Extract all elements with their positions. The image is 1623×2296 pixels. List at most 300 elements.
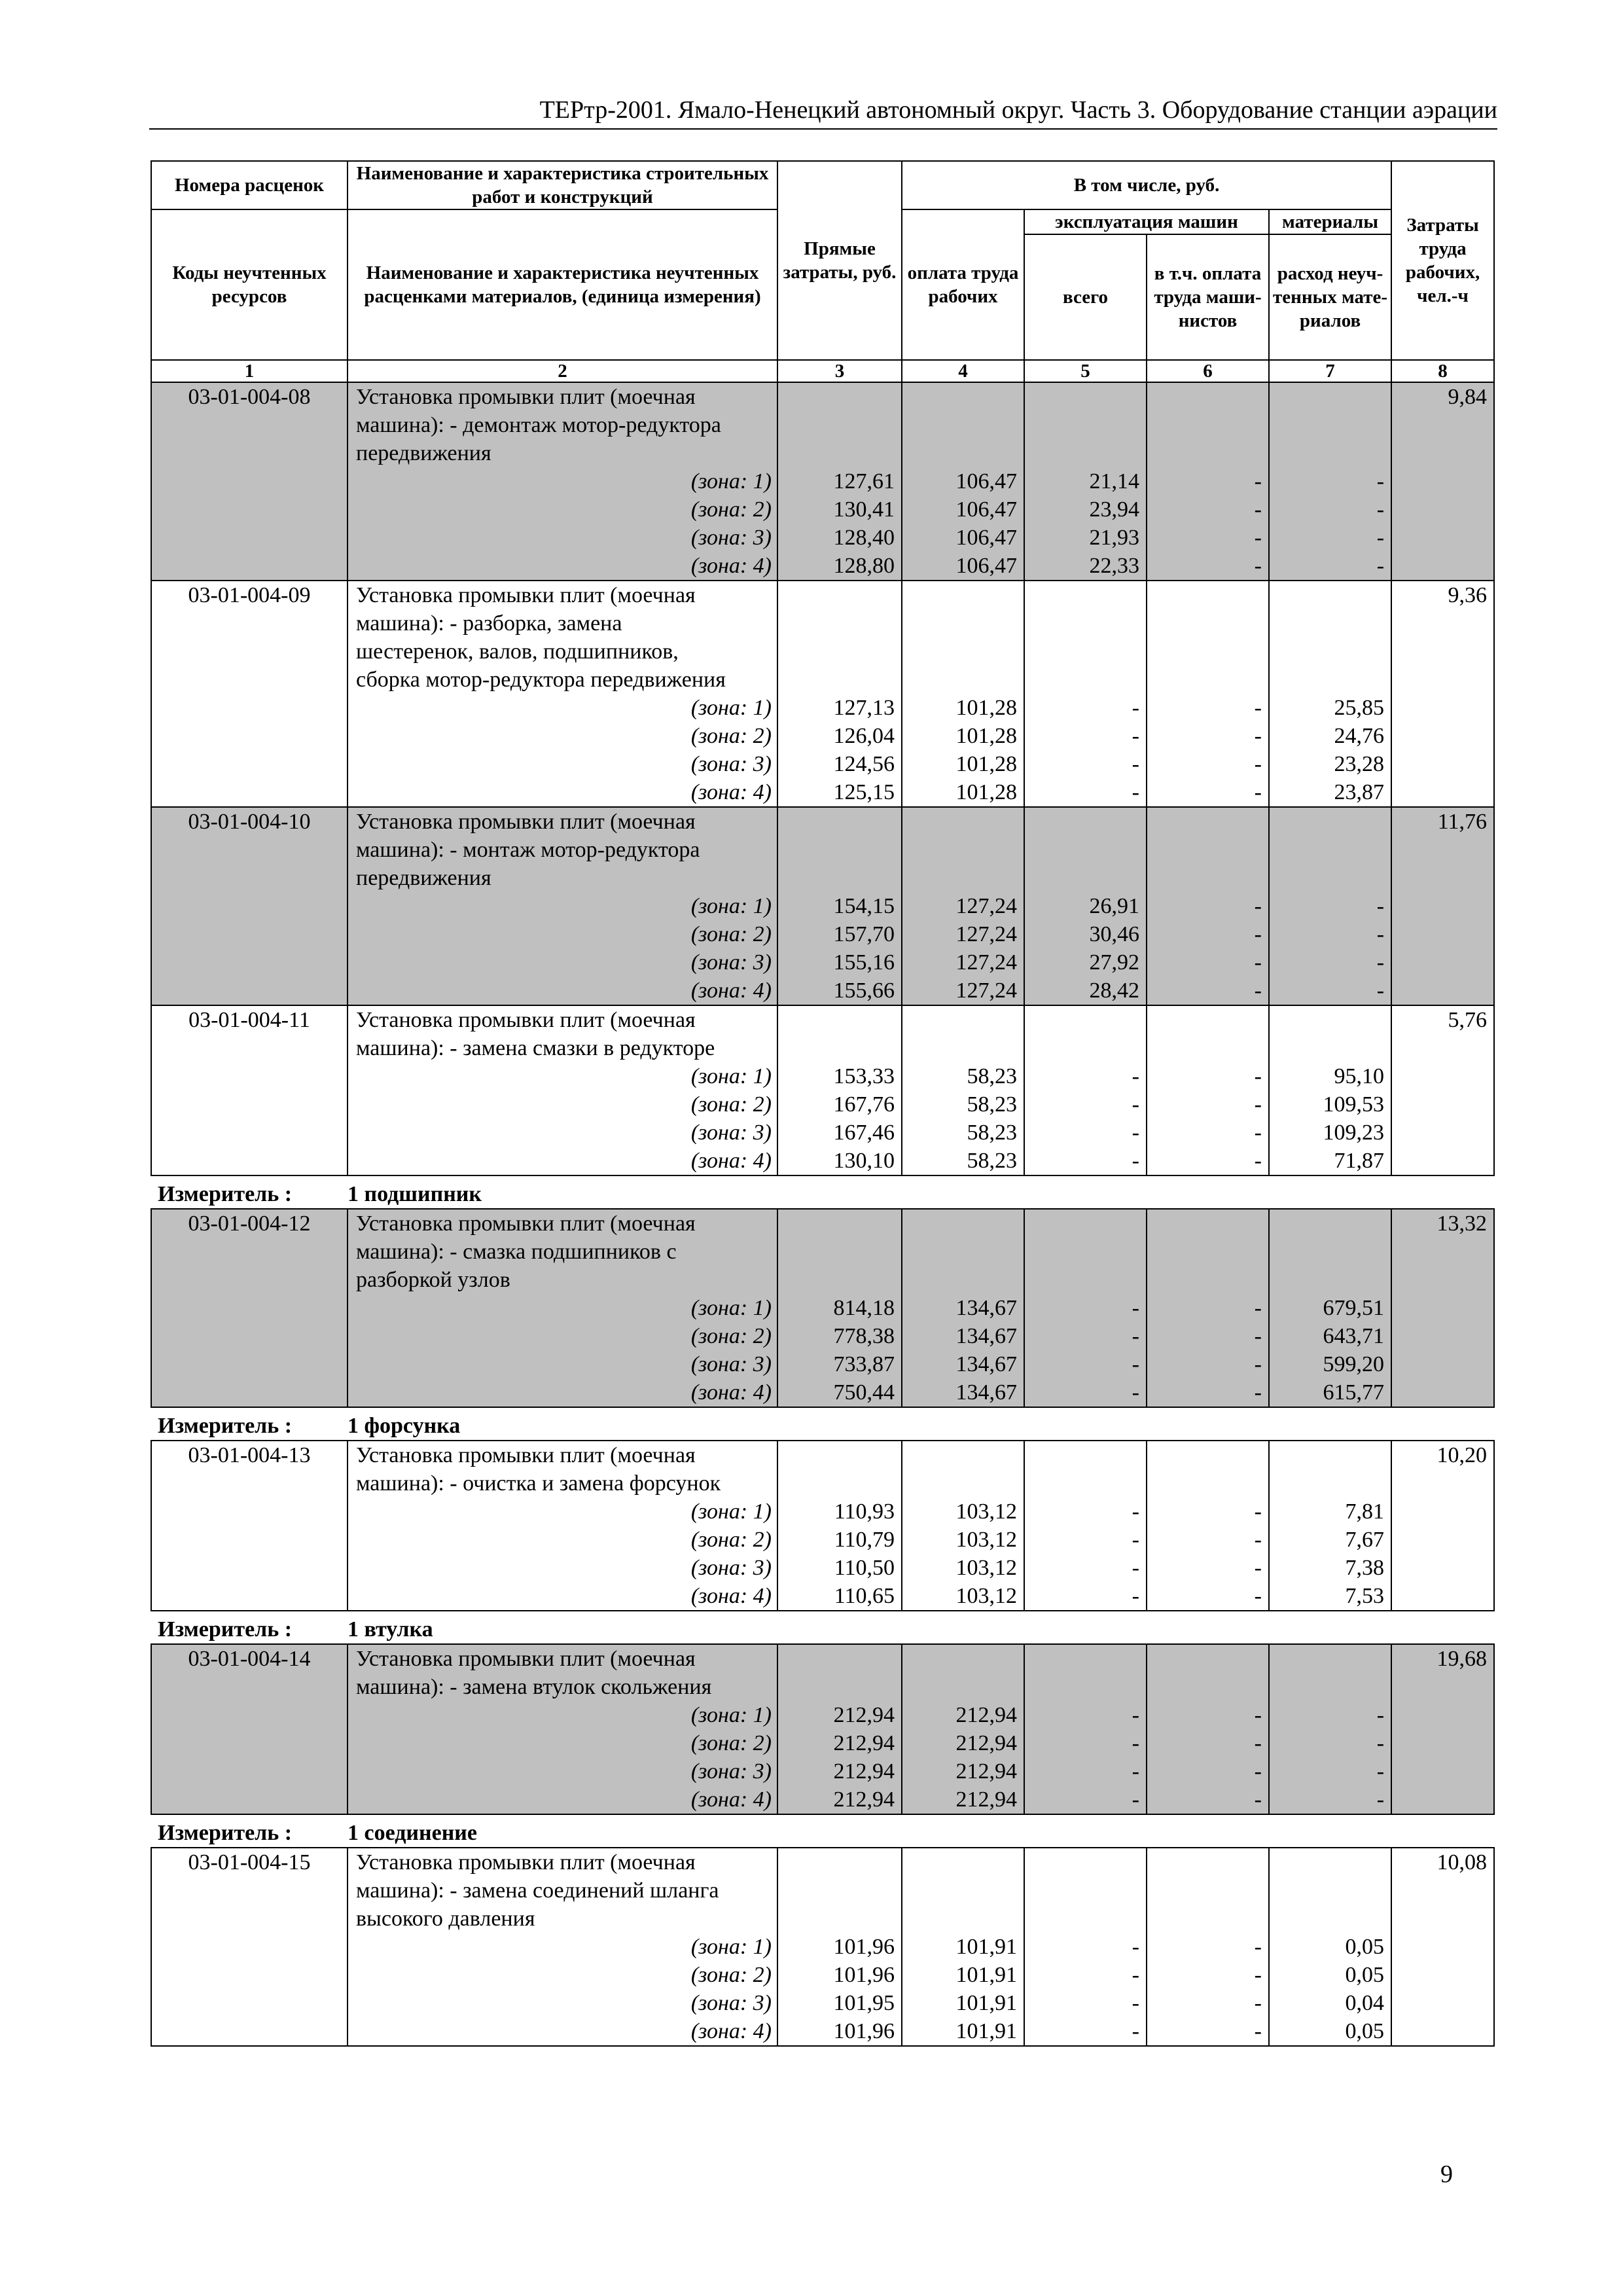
worker-pay-cells [902,1848,1024,2046]
worker-pay-cell: 106,47 [955,526,1017,550]
machinist-pay-cells [1147,382,1269,581]
header-rule [149,128,1497,130]
zone-label: (зона: 4) [690,780,772,804]
spacer [1025,1006,1146,1034]
rate-name-line: Установка промывки плит (моечная [356,385,696,409]
header-direct-costs: Прямые затраты, руб. [777,161,902,360]
machinist-pay-cells [1147,1209,1269,1407]
spacer [1270,637,1391,666]
labor-costs: 11,76 [1391,807,1494,1005]
measure-unit-row [151,1814,1494,1848]
worker-pay-cell: 101,91 [955,1991,1017,2015]
materials-cell: 7,81 [1345,1499,1385,1524]
machinist-pay-cell: - [1254,1528,1262,1552]
zone-label: (зона: 2) [690,1963,772,1987]
direct-cost-cell: 127,61 [833,469,895,493]
direct-cost-cell: 212,94 [833,1703,895,1727]
spacer [902,1441,1024,1469]
rate-code: 03-01-004-08 [151,382,348,581]
spacer [1147,1266,1268,1294]
materials-cell: 615,77 [1323,1380,1385,1405]
machinist-pay-cell: - [1254,1584,1262,1608]
machine-cost-cell: 27,92 [1089,950,1139,975]
rate-code: 03-01-004-11 [151,1005,348,1175]
zone-label: (зона: 3) [690,1121,772,1145]
materials-cell: 7,53 [1345,1584,1385,1608]
machine-cost-cell: - [1132,1703,1139,1727]
materials-cell: 0,05 [1345,1935,1385,1959]
spacer [1025,609,1146,637]
materials-cell: - [1376,1703,1385,1727]
spacer [902,1848,1024,1876]
direct-cost-cells [777,1005,902,1175]
materials-cell: - [1376,554,1385,578]
machine-cost-cells [1024,581,1147,807]
spacer [778,1848,901,1876]
worker-pay-cells [902,1441,1024,1611]
rate-name-line: машина): - замена смазки в редукторе [356,1036,715,1060]
spacer [778,1034,901,1062]
spacer [1147,1210,1268,1238]
measure-unit-row [151,1407,1494,1441]
measure-unit-row [151,1175,1494,1209]
spacer [902,1210,1024,1238]
direct-cost-cell: 127,13 [833,696,895,720]
direct-cost-cells [777,1644,902,1814]
machine-cost-cell: - [1132,1296,1139,1320]
worker-pay-cell: 106,47 [955,469,1017,493]
machine-cost-cell: 30,46 [1089,922,1139,946]
spacer [902,1673,1024,1701]
materials-cell: - [1376,1787,1385,1812]
spacer [1025,1210,1146,1238]
zone-label: (зона: 3) [690,1759,772,1784]
worker-pay-cell: 101,28 [955,696,1017,720]
header-machinist-pay: в т.ч. оплата труда маши-нистов [1147,234,1269,360]
measure-unit-value: 1 втулка [348,1611,1494,1644]
spacer [902,808,1024,836]
rate-name-line: передвижения [356,441,491,465]
machinist-pay-cells [1147,1005,1269,1175]
materials-cell: - [1376,978,1385,1003]
spacer [1147,637,1268,666]
direct-cost-cell: 155,16 [833,950,895,975]
spacer [902,609,1024,637]
machinist-pay-cell: - [1254,922,1262,946]
spacer [1025,836,1146,864]
spacer [1025,1848,1146,1876]
header-machine-ops: эксплуатация машин [1024,209,1269,234]
worker-pay-cell: 134,67 [955,1324,1017,1348]
machinist-pay-cell: - [1254,1064,1262,1088]
materials-cell: 95,10 [1334,1064,1385,1088]
worker-pay-cell: 101,91 [955,1935,1017,1959]
machinist-pay-cell: - [1254,894,1262,918]
direct-cost-cell: 110,65 [834,1584,895,1608]
rate-name-line: машина): - очистка и замена форсунок [356,1471,721,1496]
machinist-pay-cell: - [1254,696,1262,720]
spacer [1147,609,1268,637]
machinist-pay-cell: - [1254,1121,1262,1145]
measure-unit-value: 1 соединение [348,1814,1494,1848]
rate-name-line: Установка промывки плит (моечная [356,810,696,834]
spacer [778,581,901,609]
machinist-pay-cell: - [1254,950,1262,975]
spacer [902,1006,1024,1034]
measure-unit-label: Измеритель : [151,1814,348,1848]
machine-cost-cell: - [1132,1528,1139,1552]
materials-cells [1269,382,1391,581]
rate-name-line: разборкой узлов [356,1268,510,1292]
machinist-pay-cells [1147,1644,1269,1814]
worker-pay-cell: 127,24 [955,922,1017,946]
rate-name-line: машина): - монтаж мотор-редуктора [356,838,700,862]
materials-cell: 25,85 [1334,696,1385,720]
machine-cost-cell: - [1132,752,1139,776]
machine-cost-cell: - [1132,1092,1139,1117]
spacer [1147,439,1268,467]
direct-cost-cell: 157,70 [833,922,895,946]
worker-pay-cell: 103,12 [955,1584,1017,1608]
machinist-pay-cell: - [1254,526,1262,550]
spacer [1147,1876,1268,1905]
spacer [778,666,901,694]
header-labor-costs: Затраты труда рабочих, чел.-ч [1391,161,1494,360]
materials-cell: - [1376,497,1385,522]
direct-cost-cell: 167,76 [833,1092,895,1117]
spacer [1147,1441,1268,1469]
machine-cost-cell: 21,14 [1089,469,1139,493]
materials-cell: - [1376,922,1385,946]
spacer [1270,1673,1391,1701]
spacer [1270,666,1391,694]
materials-cell: - [1376,894,1385,918]
materials-cell: 71,87 [1334,1149,1385,1173]
machinist-pay-cell: - [1254,1296,1262,1320]
header-materials: материалы [1269,209,1391,234]
direct-cost-cell: 130,10 [833,1149,895,1173]
worker-pay-cells [902,1209,1024,1407]
spacer [902,1266,1024,1294]
direct-cost-cells [777,1209,902,1407]
rate-name-line: машина): - демонтаж мотор-редуктора [356,413,721,437]
worker-pay-cell: 212,94 [955,1787,1017,1812]
labor-costs: 5,76 [1391,1005,1494,1175]
spacer [1270,1441,1391,1469]
spacer [1147,864,1268,892]
spacer [778,864,901,892]
spacer [778,609,901,637]
materials-cells [1269,1005,1391,1175]
zone-label: (зона: 1) [690,1064,772,1088]
worker-pay-cell: 212,94 [955,1759,1017,1784]
direct-cost-cells [777,382,902,581]
spacer [902,1469,1024,1498]
machine-cost-cell: - [1132,1787,1139,1812]
worker-pay-cell: 127,24 [955,950,1017,975]
rate-name-line: Установка промывки плит (моечная [356,1850,696,1874]
spacer [778,1441,901,1469]
worker-pay-cell: 106,47 [955,497,1017,522]
rate-name-line: Установка промывки плит (моечная [356,1211,696,1236]
rate-code: 03-01-004-09 [151,581,348,807]
spacer [902,581,1024,609]
direct-cost-cell: 110,50 [834,1556,895,1580]
column-number: 8 [1391,360,1494,382]
rate-code: 03-01-004-14 [151,1644,348,1814]
machine-cost-cells [1024,1644,1147,1814]
materials-cell: - [1376,1759,1385,1784]
zone-label: (зона: 4) [690,554,772,578]
worker-pay-cell: 101,91 [955,1963,1017,1987]
spacer [902,1645,1024,1673]
materials-cells [1269,1441,1391,1611]
labor-costs: 10,20 [1391,1441,1494,1611]
spacer [1147,1848,1268,1876]
rate-row [151,581,1494,807]
zone-label: (зона: 4) [690,2019,772,2043]
rate-name-line: сборка мотор-редуктора передвижения [356,668,726,692]
spacer [1270,1238,1391,1266]
materials-cells [1269,807,1391,1005]
spacer [778,411,901,439]
spacer [902,1034,1024,1062]
spacer [1147,383,1268,411]
machine-cost-cell: - [1132,1121,1139,1145]
worker-pay-cell: 103,12 [955,1556,1017,1580]
spacer [1147,1469,1268,1498]
worker-pay-cell: 58,23 [967,1092,1017,1117]
spacer [1270,1210,1391,1238]
spacer [902,1238,1024,1266]
worker-pay-cell: 101,28 [955,724,1017,748]
spacer [902,666,1024,694]
column-number: 4 [902,360,1024,382]
worker-pay-cell: 127,24 [955,978,1017,1003]
zone-label: (зона: 1) [690,1703,772,1727]
header-worker-pay: оплата труда рабочих [902,209,1024,360]
spacer [1025,1441,1146,1469]
direct-cost-cells [777,807,902,1005]
direct-cost-cell: 212,94 [833,1731,895,1755]
direct-cost-cells [777,1441,902,1611]
direct-cost-cells [777,581,902,807]
worker-pay-cell: 103,12 [955,1499,1017,1524]
spacer [1270,836,1391,864]
materials-cell: - [1376,1731,1385,1755]
materials-cell: 0,05 [1345,2019,1385,2043]
worker-pay-cells [902,807,1024,1005]
zone-label: (зона: 1) [690,1935,772,1959]
spacer [778,1645,901,1673]
worker-pay-cells [902,382,1024,581]
machine-cost-cell: - [1132,780,1139,804]
spacer [1025,1266,1146,1294]
rate-row [151,382,1494,581]
rate-row [151,1209,1494,1407]
zone-label: (зона: 1) [690,1296,772,1320]
zone-label: (зона: 3) [690,526,772,550]
spacer [778,637,901,666]
worker-pay-cell: 134,67 [955,1380,1017,1405]
machinist-pay-cell: - [1254,1149,1262,1173]
rate-row [151,807,1494,1005]
zone-label: (зона: 4) [690,978,772,1003]
spacer [902,439,1024,467]
machine-cost-cell: - [1132,724,1139,748]
rate-name-line: Установка промывки плит (моечная [356,1008,696,1032]
machinist-pay-cell: - [1254,1991,1262,2015]
spacer [1270,1469,1391,1498]
rate-row [151,1441,1494,1611]
rate-description [348,581,777,807]
machine-cost-cell: - [1132,1499,1139,1524]
direct-cost-cell: 128,40 [833,526,895,550]
measure-unit-value: 1 форсунка [348,1407,1494,1441]
machine-cost-cell: - [1132,1759,1139,1784]
labor-costs: 10,08 [1391,1848,1494,2046]
machine-cost-cells [1024,807,1147,1005]
header-rates-numbers: Номера расценок [151,161,348,209]
worker-pay-cell: 106,47 [955,554,1017,578]
materials-cells [1269,1848,1391,2046]
materials-cells [1269,581,1391,807]
materials-cell: 109,53 [1323,1092,1385,1117]
machinist-pay-cells [1147,581,1269,807]
machinist-pay-cell: - [1254,1324,1262,1348]
spacer [1147,836,1268,864]
spacer [902,864,1024,892]
spacer [1025,808,1146,836]
rate-name-line: высокого давления [356,1907,535,1931]
spacer [1025,1905,1146,1933]
spacer [902,1905,1024,1933]
zone-label: (зона: 3) [690,752,772,776]
machinist-pay-cell: - [1254,780,1262,804]
rates-table [151,160,1495,2047]
spacer [1147,411,1268,439]
spacer [778,1876,901,1905]
spacer [1025,1034,1146,1062]
measure-unit-row [151,1611,1494,1644]
spacer [778,439,901,467]
machinist-pay-cell: - [1254,752,1262,776]
materials-cells [1269,1209,1391,1407]
zone-label: (зона: 3) [690,1991,772,2015]
machinist-pay-cell: - [1254,1935,1262,1959]
machine-cost-cell: 22,33 [1089,554,1139,578]
measure-unit-label: Измеритель : [151,1407,348,1441]
rate-row [151,1005,1494,1175]
machine-cost-cells [1024,1005,1147,1175]
machinist-pay-cell: - [1254,2019,1262,2043]
direct-cost-cell: 155,66 [833,978,895,1003]
header-including: В том числе, руб. [902,161,1391,209]
spacer [1025,1876,1146,1905]
spacer [778,1673,901,1701]
zone-label: (зона: 1) [690,696,772,720]
machine-cost-cell: - [1132,1352,1139,1376]
spacer [778,1006,901,1034]
spacer [1270,411,1391,439]
machine-cost-cell: - [1132,1556,1139,1580]
spacer [902,637,1024,666]
direct-cost-cell: 167,46 [833,1121,895,1145]
zone-label: (зона: 2) [690,1731,772,1755]
rate-name-line: шестеренок, валов, подшипников, [356,639,679,664]
machine-cost-cell: 28,42 [1089,978,1139,1003]
machine-cost-cell: 21,93 [1089,526,1139,550]
rate-code: 03-01-004-13 [151,1441,348,1611]
machinist-pay-cell: - [1254,1963,1262,1987]
rate-name-line: машина): - замена соединений шланга [356,1878,719,1903]
spacer [1270,439,1391,467]
worker-pay-cell: 101,28 [955,752,1017,776]
materials-cell: 109,23 [1323,1121,1385,1145]
machinist-pay-cell: - [1254,497,1262,522]
spacer [1270,581,1391,609]
rate-description [348,1441,777,1611]
machine-cost-cell: - [1132,1584,1139,1608]
rate-description [348,1848,777,2046]
zone-label: (зона: 1) [690,469,772,493]
measure-unit-label: Измеритель : [151,1611,348,1644]
machinist-pay-cell: - [1254,1731,1262,1755]
column-number: 1 [151,360,348,382]
zone-label: (зона: 2) [690,1528,772,1552]
machine-cost-cells [1024,382,1147,581]
machine-cost-cell: - [1132,1380,1139,1405]
spacer [902,411,1024,439]
spacer [1270,1905,1391,1933]
rate-name-line: Установка промывки плит (моечная [356,1647,696,1671]
direct-cost-cell: 128,80 [833,554,895,578]
direct-cost-cell: 125,15 [833,780,895,804]
measure-unit-label: Измеритель : [151,1175,348,1209]
machinist-pay-cell: - [1254,1556,1262,1580]
worker-pay-cell: 58,23 [967,1064,1017,1088]
direct-cost-cell: 778,38 [833,1324,895,1348]
spacer [1025,581,1146,609]
machine-cost-cell: - [1132,696,1139,720]
worker-pay-cell: 134,67 [955,1296,1017,1320]
rate-code: 03-01-004-15 [151,1848,348,2046]
spacer [1270,1006,1391,1034]
spacer [1270,1266,1391,1294]
materials-cell: 0,04 [1345,1991,1385,2015]
machinist-pay-cell: - [1254,724,1262,748]
direct-cost-cell: 101,95 [833,1991,895,2015]
direct-cost-cell: 154,15 [833,894,895,918]
direct-cost-cell: 212,94 [833,1759,895,1784]
worker-pay-cells [902,581,1024,807]
worker-pay-cell: 134,67 [955,1352,1017,1376]
spacer [778,1469,901,1498]
machine-cost-cell: - [1132,1991,1139,2015]
spacer [1147,666,1268,694]
labor-costs: 9,84 [1391,382,1494,581]
worker-pay-cells [902,1005,1024,1175]
rate-name-line: машина): - смазка подшипников с [356,1240,677,1264]
rate-description [348,1644,777,1814]
direct-cost-cell: 130,41 [833,497,895,522]
direct-cost-cell: 101,96 [833,2019,895,2043]
materials-cell: 679,51 [1323,1296,1385,1320]
machine-cost-cells [1024,1209,1147,1407]
machinist-pay-cells [1147,807,1269,1005]
rate-description [348,1005,777,1175]
spacer [1147,808,1268,836]
